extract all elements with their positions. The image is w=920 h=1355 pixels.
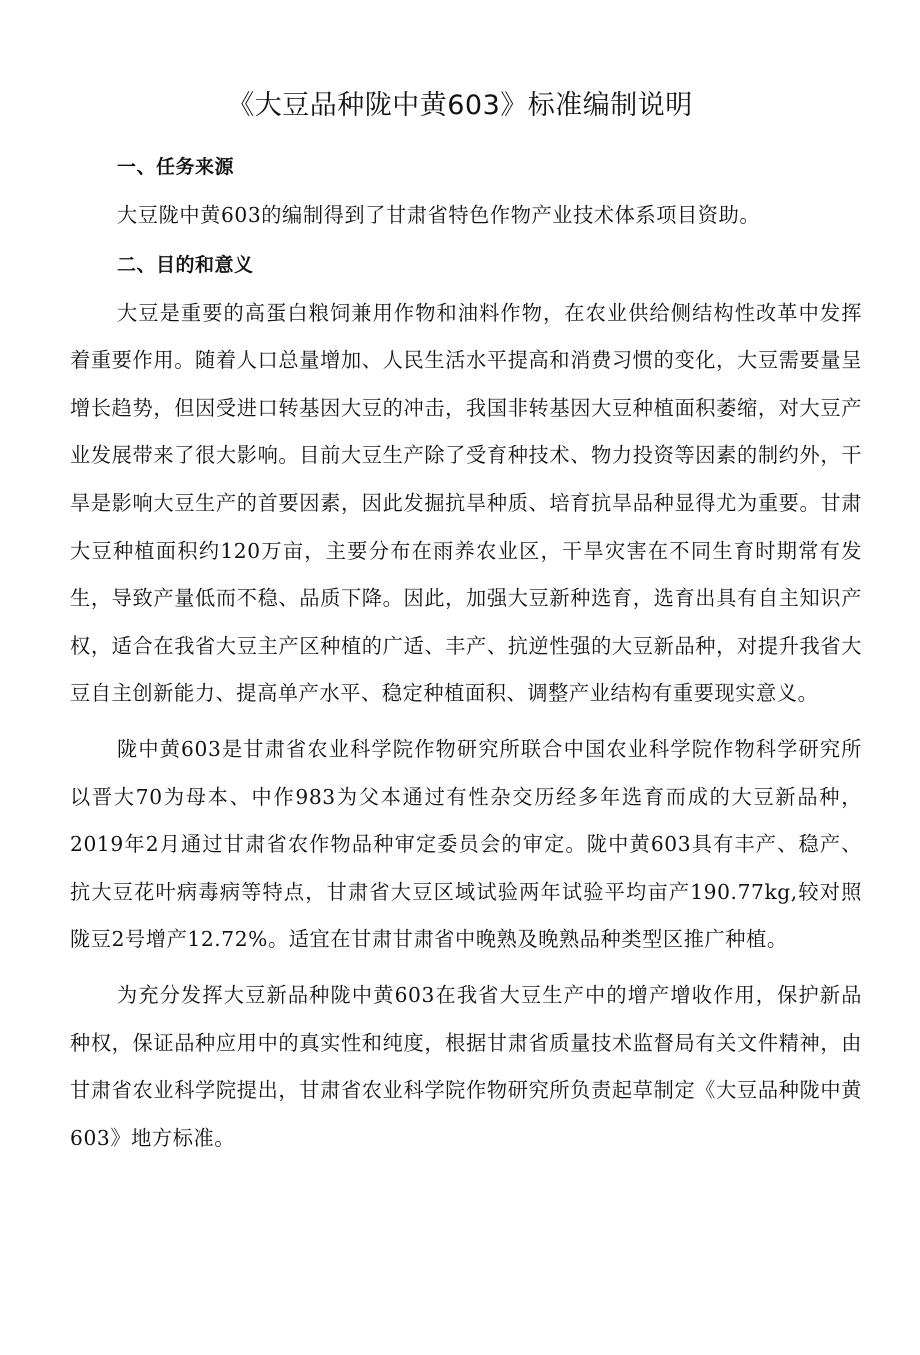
document-body [70,148,862,1165]
section-heading: 一、任务来源 [117,156,235,178]
section-purpose [70,246,862,1163]
section-heading: 二、目的和意义 [117,253,254,276]
paragraph: 陇中黄603是甘肃省农业科学院作物研究所联合中国农业科学院作物科学研究所以晋大70为母本、中作983为父本通过有性杂交历经多年选育而成的大豆新品种，2019年2月通过甘肃省农作物品种审定委员会的审定。陇中黄603具有丰产、稳产、抗大豆花叶病毒病等特点，甘肃省大豆区域试验两年试验平均亩产190.77kg,较对照陇豆2号增产12.72%。适宜在甘肃甘肃省中晚熟及晚熟品种类型区推广种植。 [70,736,862,952]
paragraph: 大豆是重要的高蛋白粮饲兼用作物和油料作物，在农业供给侧结构性改革中发挥着重要作用。随着人口总量增加、人民生活水平提高和消费习惯的变化，大豆需要量呈增长趋势，但因受进口转基因大豆的冲击，我国非转基因大豆种植面积萎缩，对大豆产业发展带来了很大影响。目前大豆生产除了受育种技术、物力投资等因素的制约外，干旱是影响大豆生产的首要因素，因此发掘抗旱种质、培育抗旱品种显得尤为重要。甘肃大豆种植面积约120万亩，主要分布在雨养农业区，干旱灾害在不同生育时期常有发生，导致产量低而不稳、品质下降。因此，加强大豆新种选育，选育出具有自主知识产权，适合在我省大豆主产区种植的广适、丰产、抗逆性强的大豆新品种，对提升我省大豆自主创新能力、提高单产水平、稳定种植面积、调整产业结构有重要现实意义。 [70,300,862,706]
paragraph: 为充分发挥大豆新品种陇中黄603在我省大豆生产中的增产增收作用，保护新品种权，保证品种应用中的真实性和纯度，根据甘肃省质量技术监督局有关文件精神，由甘肃省农业科学院提出，甘肃省农业科学院作物研究所负责起草制定《大豆品种陇中黄603》地方标准。 [70,982,862,1150]
section-task-source [70,148,862,240]
paragraph: 大豆陇中黄603的编制得到了甘肃省特色作物产业技术体系项目资助。 [117,203,761,227]
document-title: 《大豆品种陇中黄603》标准编制说明 [227,90,693,121]
